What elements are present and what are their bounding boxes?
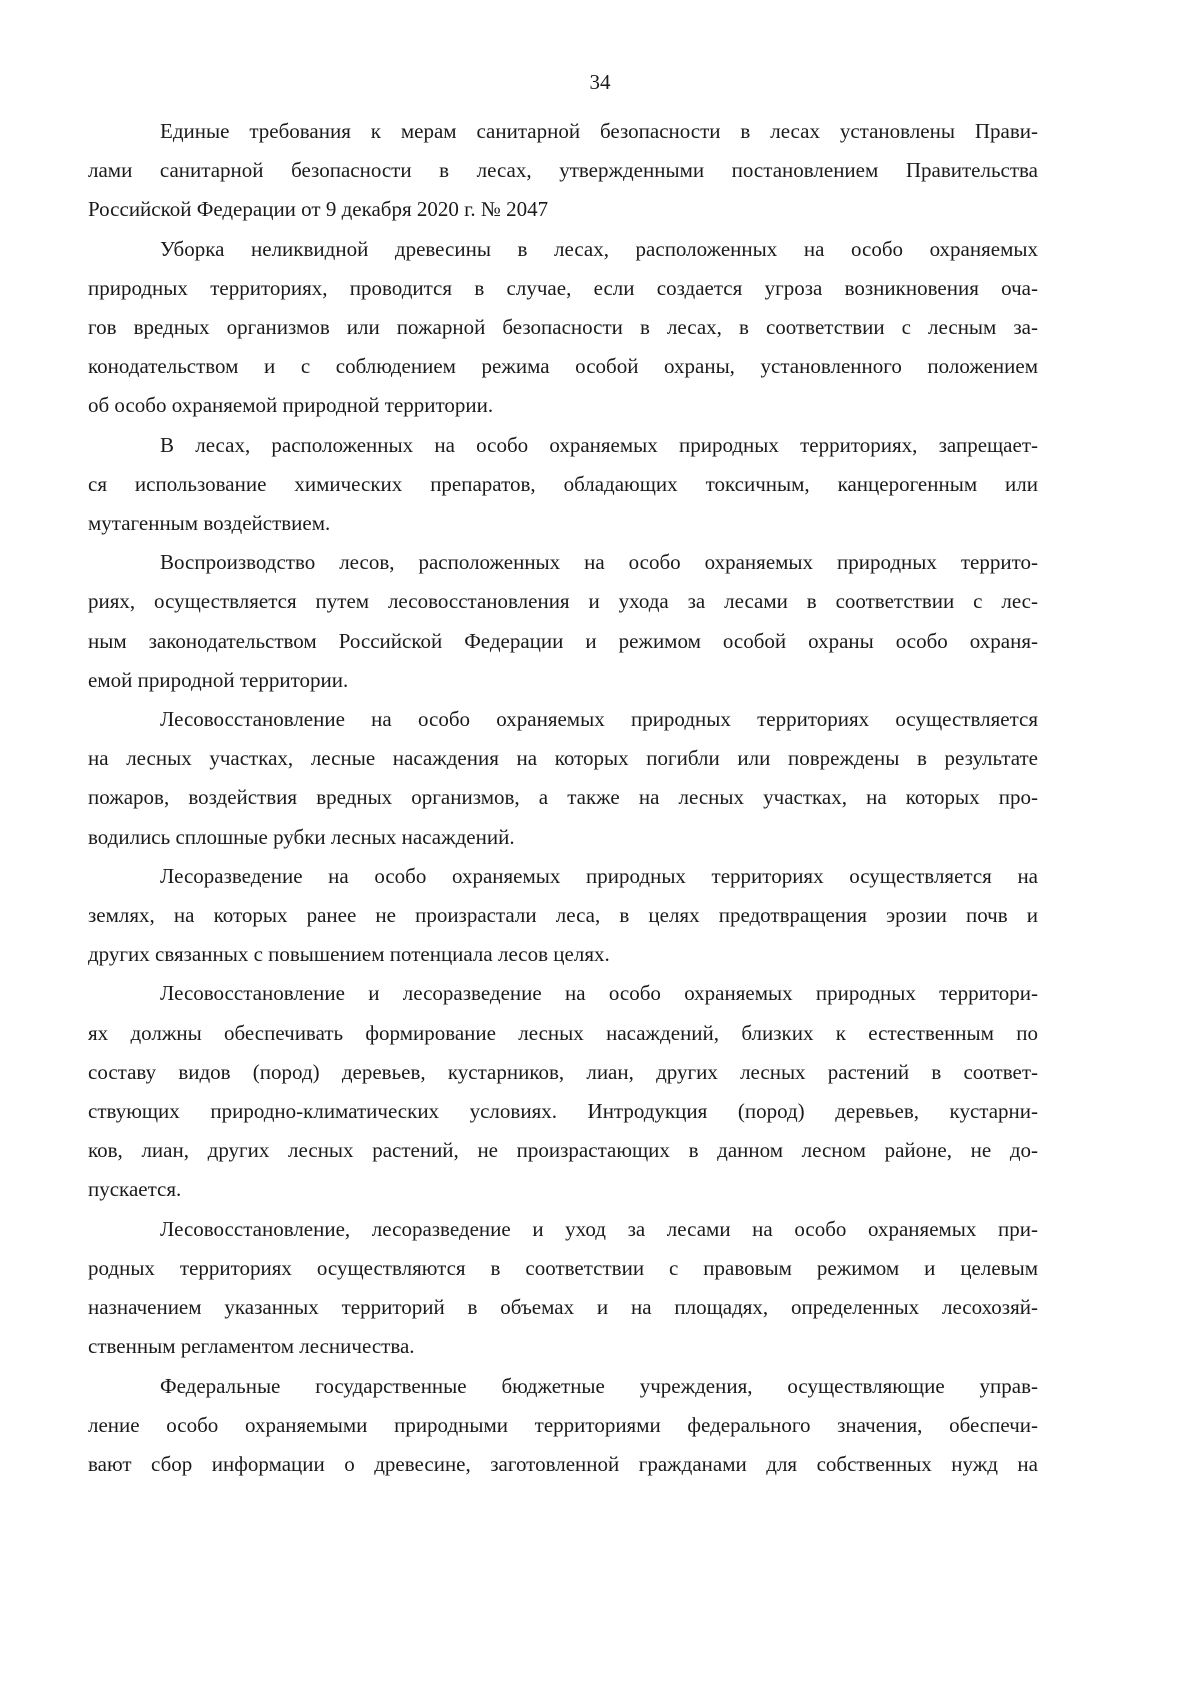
text-line: Российской Федерации от 9 декабря 2020 г. № 2047 [88,197,549,222]
text-line: родных территориях осуществляются в соответствии с правовым режимом и целевым [88,1255,1038,1280]
paragraph [88,1367,1038,1485]
text-line: ях должны обеспечивать формирование лесных насаждений, близких к естественным по [88,1020,1038,1045]
paragraph [88,700,1038,857]
paragraph [88,1210,1038,1367]
text-line: лами санитарной безопасности в лесах, утвержденными постановлением Правительства [88,158,1038,183]
text-line: Федеральные государственные бюджетные учреждения, осуществляющие управ- [160,1373,1038,1398]
text-line: емой природной территории. [88,667,349,692]
text-line: ственным регламентом лесничества. [88,1334,415,1359]
paragraph [88,857,1038,975]
text-line: природных территориях, проводится в случае, если создается угроза возникновения оча- [88,275,1038,300]
text-line: ствующих природно-климатических условиях. Интродукция (пород) деревьев, кустарни- [88,1099,1038,1124]
paragraph [88,974,1038,1209]
paragraph [88,543,1038,700]
text-line: ков, лиан, других лесных растений, не произрастающих в данном лесном районе, не до- [88,1138,1038,1163]
text-line: пускается. [88,1177,182,1202]
text-line: риях, осуществляется путем лесовосстановления и ухода за лесами в соответствии с лес- [88,589,1038,614]
text-line: конодательством и с соблюдением режима особой охраны, установленного положением [88,354,1038,379]
text-line: Лесовосстановление и лесоразведение на особо охраняемых природных территори- [160,981,1038,1006]
text-line: на лесных участках, лесные насаждения на которых погибли или повреждены в результате [88,746,1038,771]
paragraph [88,112,1038,230]
text-line: водились сплошные рубки лесных насаждений. [88,824,515,849]
text-line: ным законодательством Российской Федерации и режимом особой охраны особо охраня- [88,628,1038,653]
text-line: других связанных с повышением потенциала лесов целях. [88,942,610,967]
paragraph [88,426,1038,544]
text-line: мутагенным воздействием. [88,511,331,536]
text-line: Уборка неликвидной древесины в лесах, расположенных на особо охраняемых [160,236,1038,261]
text-line: вают сбор информации о древесине, заготовленной гражданами для собственных нужд на [88,1451,1038,1476]
paragraph [88,230,1038,426]
text-line: Лесоразведение на особо охраняемых природных территориях осуществляется на [160,863,1038,888]
text-line: назначением указанных территорий в объемах и на площадях, определенных лесохозяй- [88,1295,1038,1320]
text-line: В лесах, расположенных на особо охраняемых природных территориях, запрещает- [160,432,1038,457]
text-line: составу видов (пород) деревьев, кустарников, лиан, других лесных растений в соответ- [88,1059,1038,1084]
text-line: Лесовосстановление на особо охраняемых природных территориях осуществляется [160,707,1038,732]
page-number: 34 [589,70,611,94]
text-line: землях, на которых ранее не произрастали леса, в целях предотвращения эрозии почв и [88,903,1038,928]
text-line: ление особо охраняемыми природными территориями федерального значения, обеспечи- [88,1412,1038,1437]
document-body [88,112,1038,1484]
text-line: ся использование химических препаратов, обладающих токсичным, канцерогенным или [88,471,1038,496]
text-line: об особо охраняемой природной территории. [88,393,494,418]
text-line: гов вредных организмов или пожарной безопасности в лесах, в соответствии с лесным за- [88,315,1038,340]
text-line: Воспроизводство лесов, расположенных на особо охраняемых природных террито- [160,550,1038,575]
text-line: Лесовосстановление, лесоразведение и уход за лесами на особо охраняемых при- [160,1216,1038,1241]
text-line: пожаров, воздействия вредных организмов, а также на лесных участках, на которых про- [88,785,1038,810]
text-line: Единые требования к мерам санитарной безопасности в лесах установлены Прави- [160,119,1038,143]
